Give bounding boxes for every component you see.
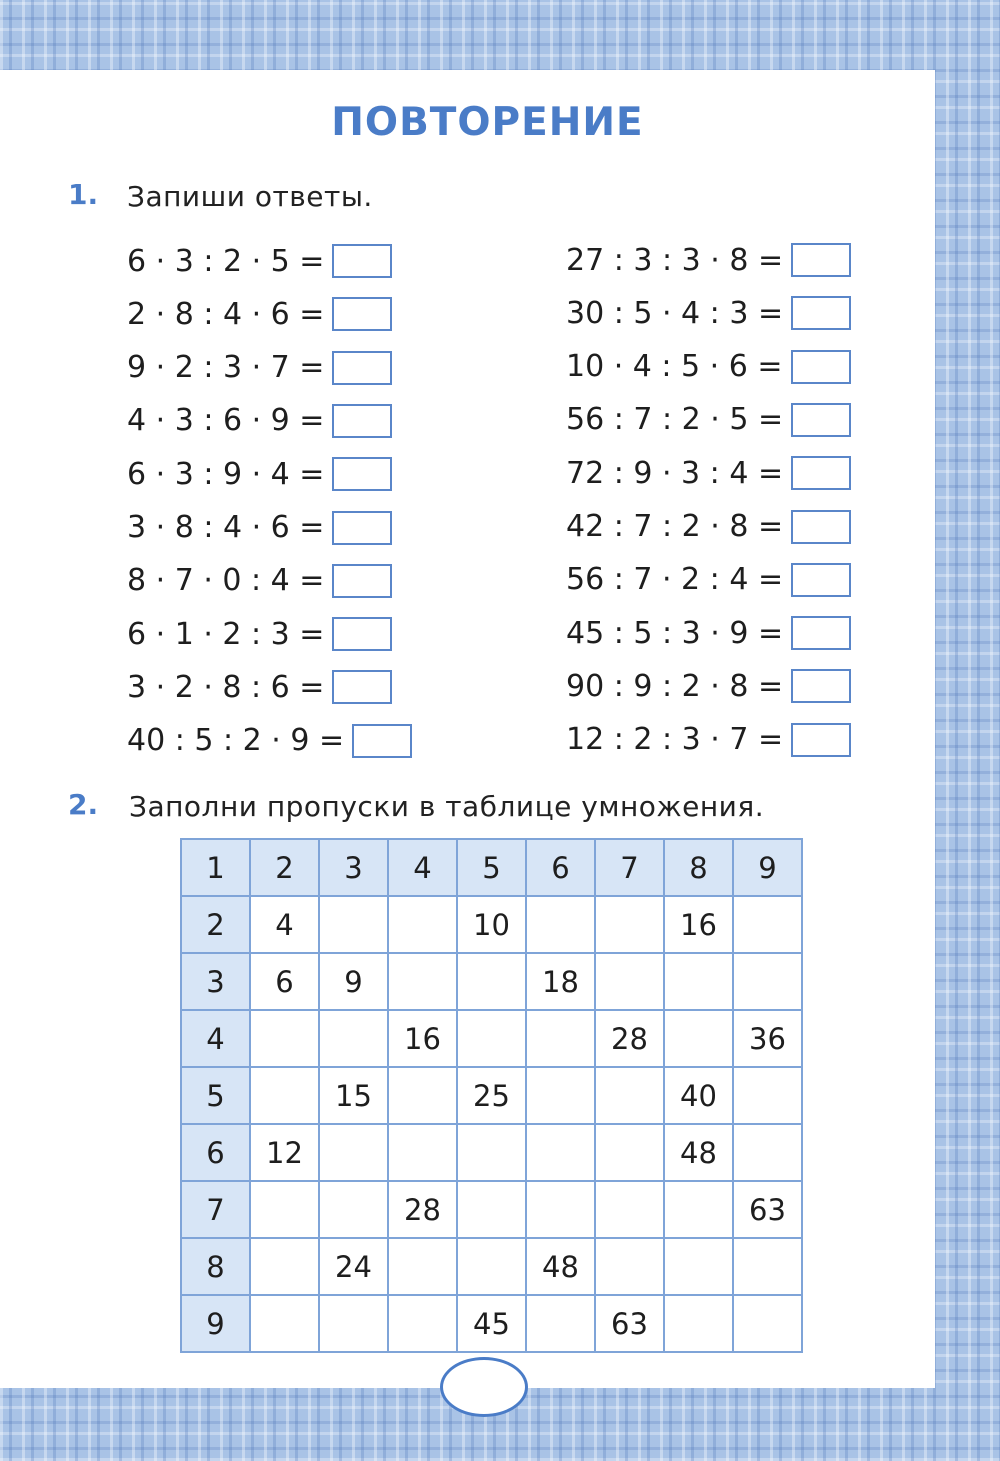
table-cell[interactable]	[388, 1124, 457, 1181]
table-cell[interactable]	[457, 1181, 526, 1238]
table-cell: 4	[250, 896, 319, 953]
table-header-cell: 5	[181, 1067, 250, 1124]
page-title: ПОВТОРЕНИЕ	[331, 100, 644, 145]
expression-text: 42 : 7 : 2 · 8 =	[566, 509, 784, 544]
answer-box[interactable]	[332, 297, 392, 331]
table-header-cell: 8	[181, 1238, 250, 1295]
table-row	[181, 1124, 802, 1181]
expression-text: 9 · 2 : 3 · 7 =	[127, 350, 325, 386]
expression-text: 45 : 5 : 3 · 9 =	[566, 615, 784, 651]
table-header-cell: 1	[181, 839, 250, 896]
table-cell[interactable]	[319, 1010, 388, 1067]
expression-text: 56 : 7 · 2 : 4 =	[566, 562, 784, 598]
answer-box[interactable]	[791, 510, 851, 544]
expression-text: 56 : 7 : 2 · 5 =	[566, 402, 784, 438]
table-cell[interactable]	[457, 1010, 526, 1067]
expression-row	[127, 614, 392, 654]
table-header-cell: 4	[181, 1010, 250, 1067]
table-cell[interactable]	[733, 1067, 802, 1124]
table-cell[interactable]	[250, 1067, 319, 1124]
table-cell[interactable]	[388, 1067, 457, 1124]
table-header-cell: 9	[733, 839, 802, 896]
answer-box[interactable]	[332, 511, 392, 545]
table-cell[interactable]	[457, 953, 526, 1010]
table-cell[interactable]	[733, 953, 802, 1010]
table-cell[interactable]	[388, 1295, 457, 1352]
table-cell: 10	[457, 896, 526, 953]
table-header-cell: 5	[457, 839, 526, 896]
table-cell[interactable]	[457, 1238, 526, 1295]
expression-row	[127, 401, 392, 441]
expression-row	[127, 667, 392, 707]
table-cell[interactable]	[733, 1295, 802, 1352]
expression-text: 3 · 8 : 4 · 6 =	[127, 510, 325, 545]
table-cell: 40	[664, 1067, 733, 1124]
expression-text: 8 · 7 · 0 : 4 =	[127, 563, 325, 599]
answer-box[interactable]	[332, 670, 392, 704]
table-cell: 28	[388, 1181, 457, 1238]
table-row	[181, 896, 802, 953]
expression-text: 3 · 2 · 8 : 6 =	[127, 669, 325, 705]
expression-row	[566, 666, 851, 706]
table-cell[interactable]	[250, 1295, 319, 1352]
answer-box[interactable]	[791, 669, 851, 703]
table-row	[181, 1067, 802, 1124]
table-row	[181, 1238, 802, 1295]
answer-box[interactable]	[791, 296, 851, 330]
expression-text: 2 · 8 : 4 · 6 =	[127, 296, 325, 332]
multiplication-table	[180, 838, 803, 1353]
answer-box[interactable]	[791, 403, 851, 437]
expression-row	[566, 560, 851, 600]
table-cell[interactable]	[457, 1124, 526, 1181]
table-header-cell: 9	[181, 1295, 250, 1352]
table-cell[interactable]	[526, 1124, 595, 1181]
table-cell: 28	[595, 1010, 664, 1067]
expression-row	[127, 508, 392, 548]
expression-text: 30 : 5 · 4 : 3 =	[566, 295, 784, 331]
table-header-cell: 3	[181, 953, 250, 1010]
table-cell[interactable]	[664, 1238, 733, 1295]
table-cell: 9	[319, 953, 388, 1010]
table-cell[interactable]	[526, 1181, 595, 1238]
table-cell[interactable]	[526, 1067, 595, 1124]
table-cell[interactable]	[664, 1295, 733, 1352]
table-row	[181, 1181, 802, 1238]
answer-box[interactable]	[332, 457, 392, 491]
expression-text: 72 : 9 · 3 : 4 =	[566, 455, 784, 491]
task-1-number: 1.	[68, 178, 99, 211]
table-cell: 63	[733, 1181, 802, 1238]
table-cell[interactable]	[664, 1010, 733, 1067]
table-cell[interactable]	[664, 953, 733, 1010]
table-cell: 45	[457, 1295, 526, 1352]
table-header-cell: 6	[526, 839, 595, 896]
expression-text: 6 · 1 · 2 : 3 =	[127, 616, 325, 652]
answer-box[interactable]	[332, 244, 392, 278]
table-cell[interactable]	[388, 896, 457, 953]
table-row	[181, 1010, 802, 1067]
expression-row	[566, 293, 851, 333]
answer-box[interactable]	[791, 456, 851, 490]
table-cell[interactable]	[319, 1124, 388, 1181]
answer-box[interactable]	[332, 351, 392, 385]
expression-text: 27 : 3 : 3 · 8 =	[566, 242, 784, 278]
table-header-cell: 2	[181, 896, 250, 953]
expression-text: 10 · 4 : 5 · 6 =	[566, 349, 783, 385]
expression-text: 12 : 2 : 3 · 7 =	[566, 722, 784, 758]
expression-row	[566, 507, 851, 547]
answer-box[interactable]	[791, 616, 851, 650]
expression-row	[566, 347, 851, 387]
table-cell[interactable]	[526, 896, 595, 953]
table-header-cell: 7	[595, 839, 664, 896]
table-cell[interactable]	[595, 1124, 664, 1181]
table-cell: 16	[388, 1010, 457, 1067]
task-2-instruction: Заполни пропуски в таблице умножения.	[129, 790, 765, 823]
answer-box[interactable]	[791, 350, 851, 384]
table-cell[interactable]	[388, 1238, 457, 1295]
expression-text: 40 : 5 : 2 · 9 =	[127, 723, 345, 759]
expression-row	[566, 453, 851, 493]
table-cell[interactable]	[733, 1124, 802, 1181]
answer-box[interactable]	[332, 564, 392, 598]
answer-box[interactable]	[352, 724, 412, 758]
expression-row	[127, 294, 392, 334]
expression-row	[127, 348, 392, 388]
table-header-cell: 7	[181, 1181, 250, 1238]
table-row	[181, 839, 802, 896]
expression-row	[127, 561, 392, 601]
task-1-instruction: Запиши ответы.	[127, 180, 373, 213]
expression-row	[127, 241, 392, 281]
table-cell: 36	[733, 1010, 802, 1067]
table-cell: 16	[664, 896, 733, 953]
table-cell[interactable]	[319, 896, 388, 953]
expression-row	[566, 240, 851, 280]
table-cell[interactable]	[595, 1238, 664, 1295]
expression-text: 6 · 3 : 2 · 5 =	[127, 243, 325, 279]
table-cell: 12	[250, 1124, 319, 1181]
table-row	[181, 1295, 802, 1352]
expression-text: 4 · 3 : 6 · 9 =	[127, 403, 325, 439]
answer-box[interactable]	[791, 563, 851, 597]
expression-text: 6 · 3 : 9 · 4 =	[127, 456, 325, 492]
answer-box[interactable]	[791, 723, 851, 757]
table-cell[interactable]	[595, 953, 664, 1010]
table-header-cell: 3	[319, 839, 388, 896]
expression-text: 90 : 9 : 2 · 8 =	[566, 668, 784, 704]
table-cell[interactable]	[733, 896, 802, 953]
table-cell[interactable]	[733, 1238, 802, 1295]
table-cell[interactable]	[664, 1181, 733, 1238]
expression-row	[566, 400, 851, 440]
expression-row	[127, 454, 392, 494]
table-cell: 48	[526, 1238, 595, 1295]
answer-box[interactable]	[332, 617, 392, 651]
table-cell[interactable]	[595, 1067, 664, 1124]
page-number-oval	[440, 1357, 528, 1417]
task-2-number: 2.	[68, 788, 99, 821]
table-header-cell: 6	[181, 1124, 250, 1181]
table-cell: 6	[250, 953, 319, 1010]
table-cell[interactable]	[388, 953, 457, 1010]
table-header-cell: 8	[664, 839, 733, 896]
table-cell: 48	[664, 1124, 733, 1181]
table-cell: 63	[595, 1295, 664, 1352]
table-cell[interactable]	[595, 896, 664, 953]
table-cell[interactable]	[319, 1181, 388, 1238]
table-cell[interactable]	[526, 1010, 595, 1067]
table-header-cell: 4	[388, 839, 457, 896]
table-header-cell: 2	[250, 839, 319, 896]
table-cell[interactable]	[595, 1181, 664, 1238]
table-cell[interactable]	[250, 1010, 319, 1067]
table-cell[interactable]	[319, 1295, 388, 1352]
answer-box[interactable]	[791, 243, 851, 277]
answer-box[interactable]	[332, 404, 392, 438]
table-cell[interactable]	[526, 1295, 595, 1352]
table-cell: 18	[526, 953, 595, 1010]
table-cell: 15	[319, 1067, 388, 1124]
table-cell[interactable]	[250, 1181, 319, 1238]
table-row	[181, 953, 802, 1010]
table-cell: 24	[319, 1238, 388, 1295]
expression-row	[566, 613, 851, 653]
expression-row	[566, 720, 851, 760]
expression-row	[127, 721, 412, 761]
table-cell: 25	[457, 1067, 526, 1124]
table-cell[interactable]	[250, 1238, 319, 1295]
